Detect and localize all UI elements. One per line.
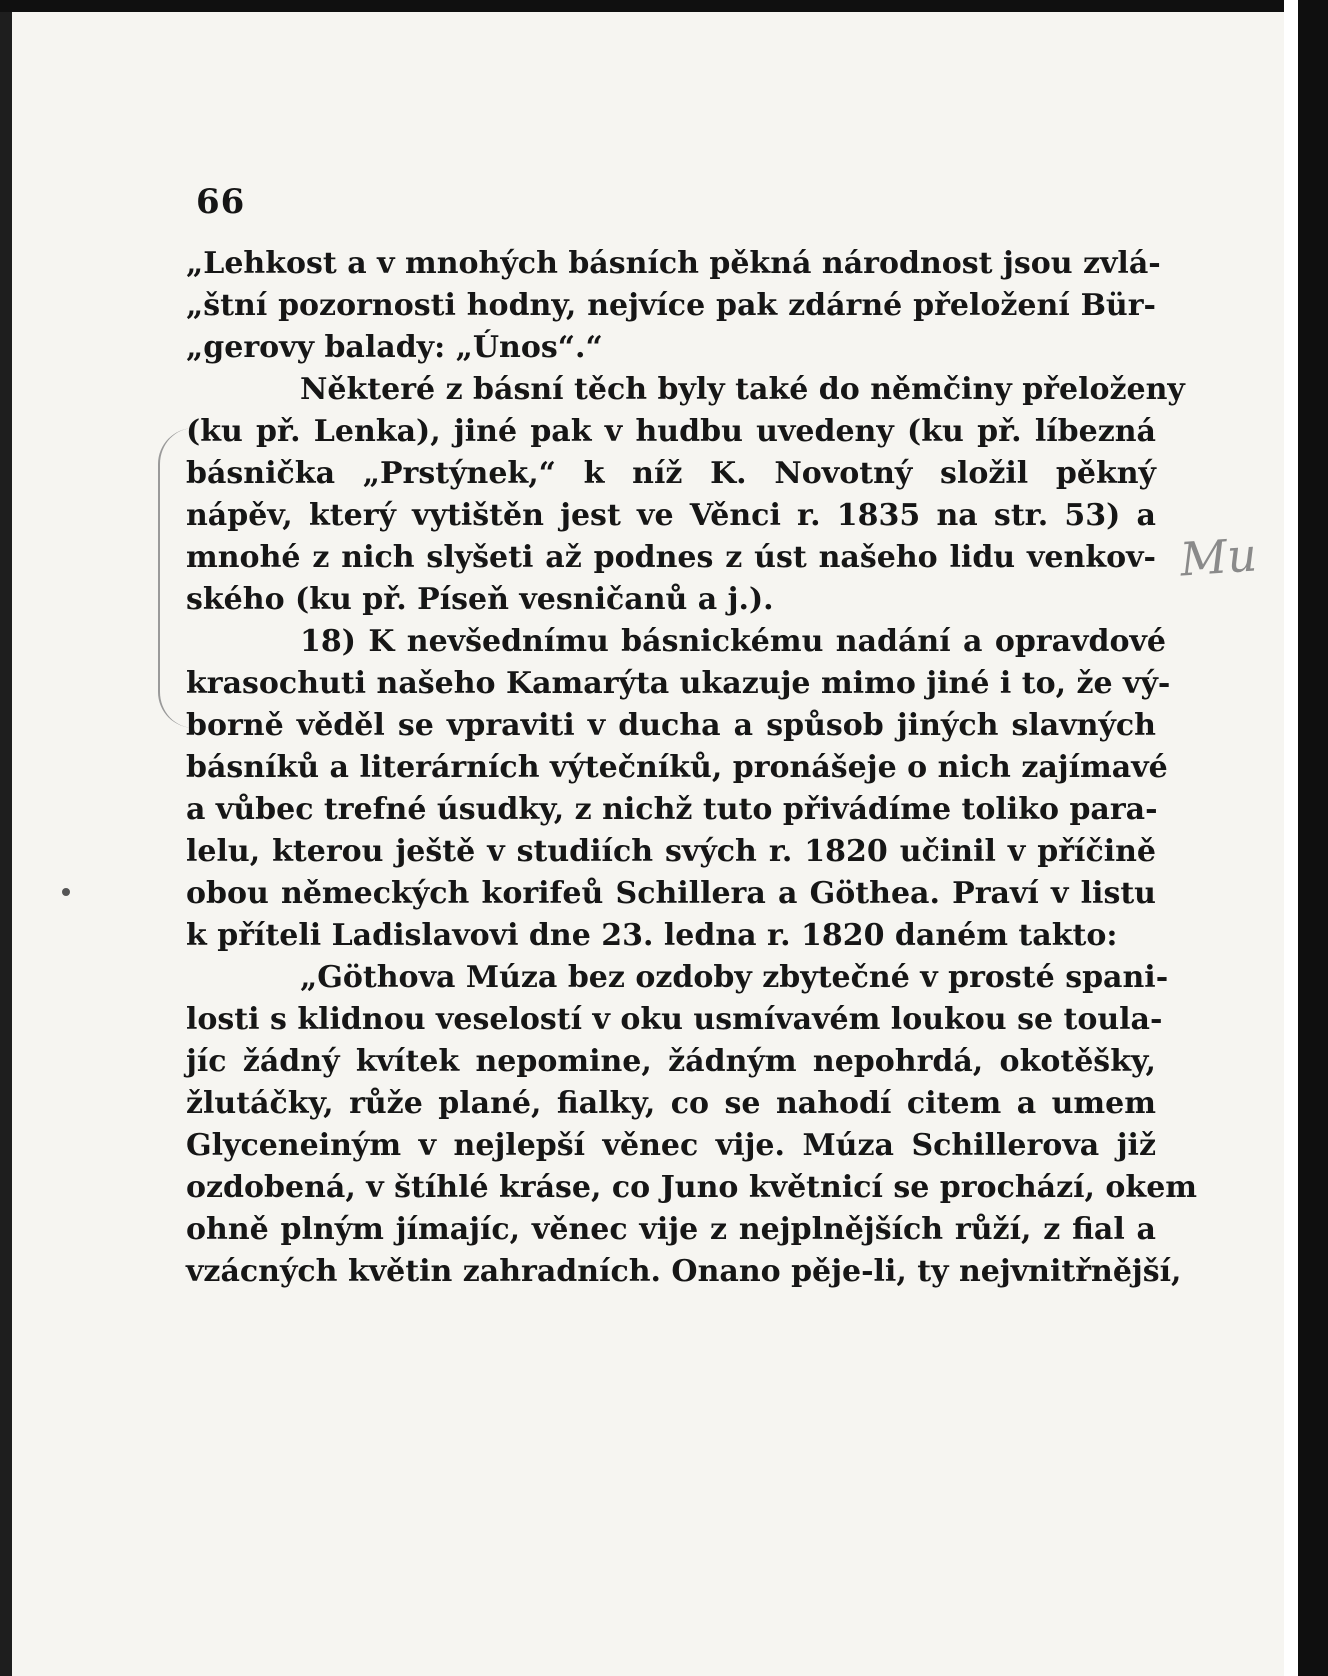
text-line: obou německých korifeů Schillera a Göthea. Praví v listu [186, 876, 1156, 911]
page-number: 66 [196, 182, 246, 222]
text-line: ského (ku př. Píseň vesničanů a j.). [186, 582, 774, 617]
text-line: básníků a literárních výtečníků, pronášeje o nich zajímavé [186, 750, 1168, 785]
text-line: básnička „Prstýnek,“ k níž K. Novotný složil pěkný [186, 456, 1156, 491]
text-line: ohně plným jímajíc, věnec vije z nejplnějších růží, z fial a [186, 1212, 1156, 1247]
text-line: „Göthova Múza bez ozdoby zbytečné v prosté spani- [300, 960, 1169, 995]
text-line: Některé z básní těch byly také do němčiny přeloženy [300, 372, 1185, 407]
right-scan-border [1298, 0, 1328, 1676]
text-line: vzácných květin zahradních. Onano pěje-li, ty nejvnitřnější, [186, 1254, 1182, 1289]
text-line: (ku př. Lenka), jiné pak v hudbu uvedeny (ku př. líbezná [186, 414, 1156, 449]
text-line: „štní pozornosti hodny, nejvíce pak zdárné přeložení Bür- [186, 288, 1156, 323]
text-line: Glyceneiným v nejlepší věnec vije. Múza Schillerova již [186, 1128, 1156, 1163]
text-line: lelu, kterou ještě v studiích svých r. 1820 učinil v příčině [186, 834, 1156, 869]
text-line: „Lehkost a v mnohých básních pěkná národnost jsou zvlá- [186, 246, 1161, 281]
text-line: a vůbec trefné úsudky, z nichž tuto přivádíme toliko para- [186, 792, 1158, 827]
text-line: „gerovy balady: „Únos“.“ [186, 330, 603, 365]
text-line: žlutáčky, růže plané, fialky, co se nahodí citem a umem [186, 1086, 1156, 1121]
margin-dot [62, 888, 70, 896]
text-line: krasochuti našeho Kamarýta ukazuje mimo jiné i to, že vý- [186, 666, 1171, 701]
handwritten-margin-note: Mu [1178, 527, 1259, 587]
text-line: k příteli Ladislavovi dne 23. ledna r. 1820 daném takto: [186, 918, 1118, 953]
text-line: ozdobená, v štíhlé kráse, co Juno květnicí se prochází, okem [186, 1170, 1198, 1205]
text-line: mnohé z nich slyšeti až podnes z úst našeho lidu venkov- [186, 540, 1156, 575]
top-scan-edge [0, 0, 1284, 12]
right-page-edge [1284, 0, 1298, 1676]
text-line: jíc žádný kvítek nepomine, žádným nepohrdá, okotěšky, [186, 1044, 1156, 1079]
text-line: nápěv, který vytištěn jest ve Věnci r. 1835 na str. 53) a [186, 498, 1156, 533]
text-line: losti s klidnou veselostí v oku usmívavém loukou se toula- [186, 1002, 1163, 1037]
footnote-line: 18) K nevšednímu básnickému nadání a opravdové [300, 624, 1166, 659]
text-line: borně věděl se vpraviti v ducha a spůsob jiných slavných [186, 708, 1156, 743]
